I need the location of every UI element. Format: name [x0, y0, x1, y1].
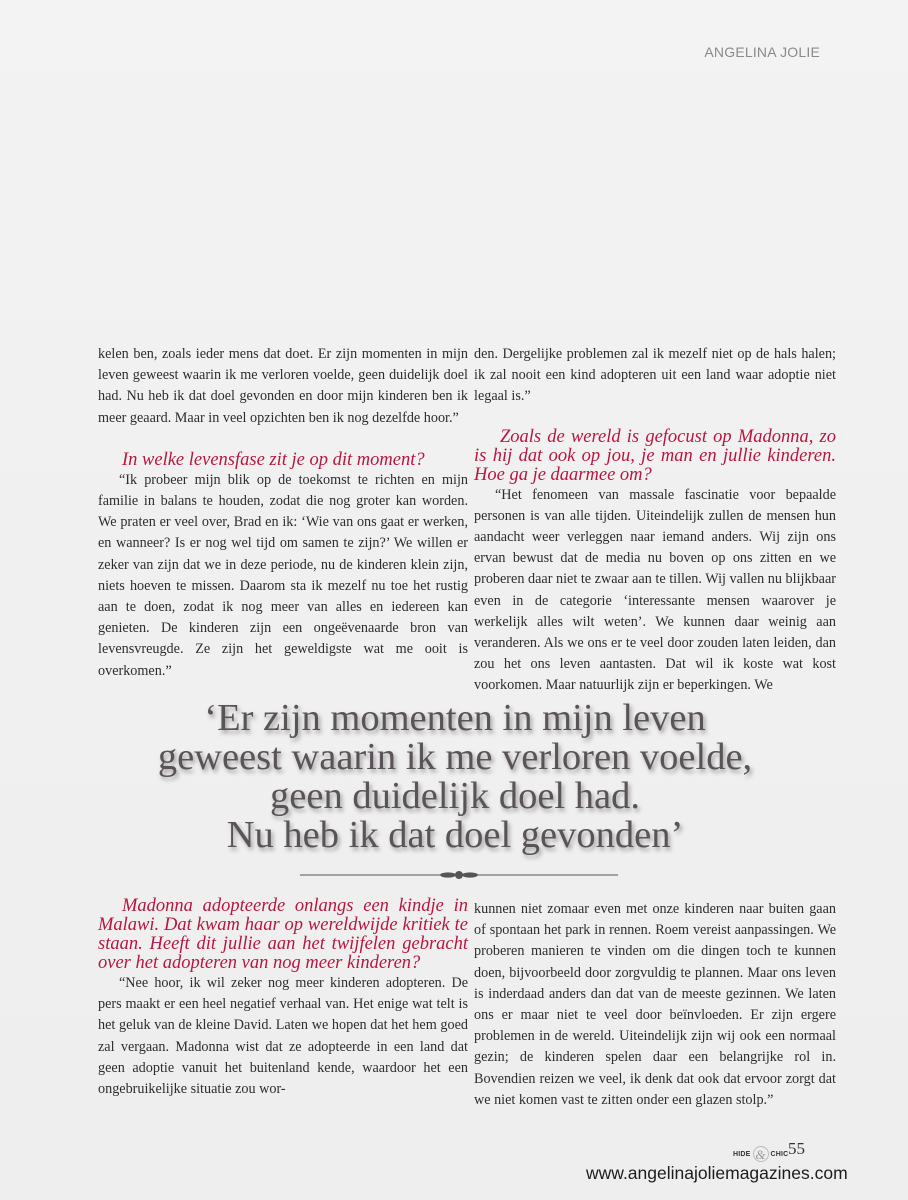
article-column-left-top	[98, 344, 468, 682]
logo-text-left: HIDE	[733, 1150, 751, 1158]
body-paragraph: “Ik probeer mijn blik op de toekomst te richten en mijn familie in balans te houden, zodat die nog groter kan worden. We praten er veel over, Brad en ik: ‘Wie van ons gaat er werken, en wanneer? Is er nog wel tijd om samen te zijn?’ We willen er zeker van zijn dat we in deze periode, nu de kinderen klein zijn, niets hoeven te missen. Daarom sta ik mezelf nu toe het rustig aan te doen, zodat ik nog meer van alles en iedereen kan genieten. De kinderen zijn een ongeëvenaarde bron van levensvreugde. Ze zijn het geweldigste wat me ooit is overkomen.”	[98, 471, 468, 679]
body-paragraph: kunnen niet zomaar even met onze kinderen naar buiten gaan of spontaan het park in rennen. Roem vereist aanpassingen. We proberen manieren te vinden om die dingen toch te kunnen doen, bijvoorbeeld door zorgvuldig te plannen. Maar ons leven is inderdaad anders dan dat van de meeste gezinnen. We laten ons er maar niet te veel door beïnvloeden. Er zijn ergere problemen in de wereld. Uiteindelijk zijn wij ook een normaal gezin; de kinderen spelen daar een belangrijke rol in. Bovendien reizen we veel, ik denk dat ook dat ervoor zorgt dat we niet komen vast te zitten onder een glazen stolp.”	[474, 901, 836, 1108]
body-paragraph: kelen ben, zoals ieder mens dat doet. Er zijn momenten in mijn leven geweest waarin ik me verloren voelde, geen duidelijk doel had. Nu heb ik dat doel gevonden en door mijn kinderen ben ik meer geaard. Maar in veel opzichten ben ik nog dezelfde hoor.”	[98, 346, 468, 426]
body-paragraph: den. Dergelijke problemen zal ik mezelf niet op de hals halen; ik zal nooit een kind adopteren uit een land waar adoptie niet legaal is.”	[474, 346, 836, 405]
page-number: 55	[788, 1139, 805, 1158]
body-paragraph: “Nee hoor, ik wil zeker nog meer kinderen adopteren. De pers maakt er een heel negatief verhaal van. Het enige wat telt is het geluk van de kleine David. Laten we hopen dat het hem goed zal vergaan. Madonna wist dat ze adopteerde in een land dat geen adoptie vanuit het buitenland kende, waardoor het een ongebruikelijke situatie zou wor-	[98, 975, 468, 1098]
pull-quote-line: geweest waarin ik me verloren voelde,	[157, 736, 753, 778]
logo-text-right: CHIC	[770, 1150, 789, 1158]
interview-question: Madonna adopteerde onlangs een kindje in Malawi. Dat kwam haar op wereldwijde kritiek te staan. Heeft dit jullie aan het twijfelen gebracht over het adopteren van nog meer kinderen?	[98, 896, 468, 973]
body-paragraph: “Het fenomeen van massale fascinatie voor bepaalde personen is van alle tijden. Uiteindelijk zullen de mensen hun aandacht weer verleggen naar iemand anders. Wij zijn ons ervan bewust dat de media nu boven op ons zitten en we proberen daar niet te zwaar aan te tillen. Wij vallen nu blijkbaar even in de categorie ‘interessante mensen waarover je werkelijk alles wilt weten’. We kunnen daar weinig aan veranderen. Als we ons er te veel door zouden laten leiden, dan zou het ons leven aantasten. Dat wil ik koste wat kost voorkomen. Maar natuurlijk zijn er beperkingen. We	[474, 486, 836, 694]
ornament-divider-icon	[300, 868, 618, 882]
watermark-url: www.angelinajoliemagazines.com	[586, 1163, 848, 1183]
article-column-right-bottom	[474, 899, 836, 1111]
article-column-right-top	[474, 344, 836, 697]
interview-question: In welke levensfase zit je op dit moment?	[122, 449, 425, 470]
pull-quote-line: Nu heb ik dat doel gevonden’	[226, 814, 684, 856]
pull-quote-line: geen duidelijk doel had.	[270, 775, 640, 817]
interview-question: Zoals de wereld is gefocust op Madonna, zo is hij dat ook op jou, je man en jullie kinderen. Hoe ga je daarmee om?	[474, 426, 836, 485]
article-column-left-bottom	[98, 897, 468, 1100]
pull-quote-line: ‘Er zijn momenten in mijn leven	[204, 697, 706, 739]
pull-quote	[110, 699, 800, 855]
magazine-logo	[733, 1146, 788, 1162]
logo-ampersand: &	[753, 1146, 769, 1162]
running-head: ANGELINA JOLIE	[704, 44, 820, 60]
